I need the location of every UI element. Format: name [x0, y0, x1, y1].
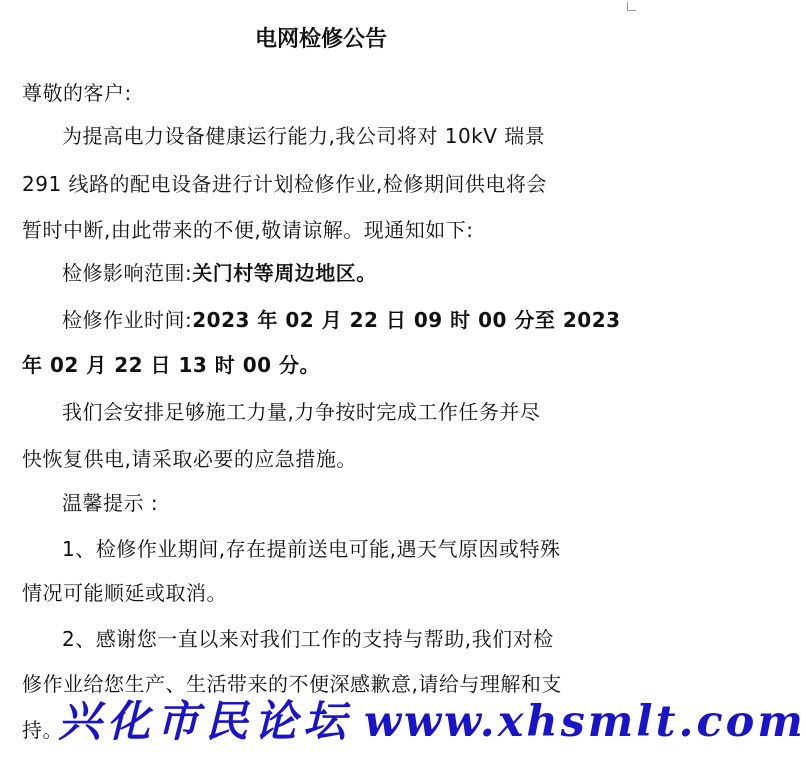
tip-1-line-1: 1、检修作业期间,存在提前送电可能,遇天气原因或特殊 — [62, 537, 561, 561]
paragraph-measures-line-2: 快恢复供电,请采取必要的应急措施。 — [22, 447, 357, 471]
time-value-part-2: 年 02 月 22 日 13 时 00 分。 — [22, 353, 321, 377]
paragraph-intro-line-2: 291 线路的配电设备进行计划检修作业,检修期间供电将会 — [22, 172, 547, 196]
scope-line — [22, 258, 632, 288]
time-value-part-1: 2023 年 02 月 22 日 09 时 00 分至 2023 — [192, 308, 621, 332]
scope-value: 关门村等周边地区。 — [192, 261, 377, 285]
tip-2-line-2: 修作业给您生产、生活带来的不便深感歉意,请给与理解和支 — [22, 672, 562, 696]
forum-watermark — [58, 692, 806, 752]
tips-heading: 温馨提示 : — [62, 491, 159, 515]
greeting: 尊敬的客户: — [22, 81, 132, 105]
time-line-1 — [22, 305, 632, 335]
tip-1-line-2: 情况可能顺延或取消。 — [22, 581, 227, 605]
paragraph-intro-line-3: 暂时中断,由此带来的不便,敬请谅解。现通知如下: — [22, 218, 474, 242]
tip-2-line-3: 持。 — [22, 718, 63, 742]
document-title: 电网检修公告 — [254, 27, 387, 52]
paragraph-intro-line-1: 为提高电力设备健康运行能力,我公司将对 10kV 瑞景 — [62, 124, 546, 148]
paragraph-measures-line-1: 我们会安排足够施工力量,力争按时完成工作任务并尽 — [62, 400, 541, 424]
watermark-site-name: 兴化市民论坛 — [58, 697, 352, 747]
page-corner-mark — [627, 2, 636, 11]
watermark-url: www.xhsmlt.com — [364, 697, 806, 747]
scope-label: 检修影响范围: — [62, 261, 193, 285]
tip-2-line-1: 2、感谢您一直以来对我们工作的支持与帮助,我们对检 — [62, 627, 554, 651]
time-label: 检修作业时间: — [62, 308, 193, 332]
